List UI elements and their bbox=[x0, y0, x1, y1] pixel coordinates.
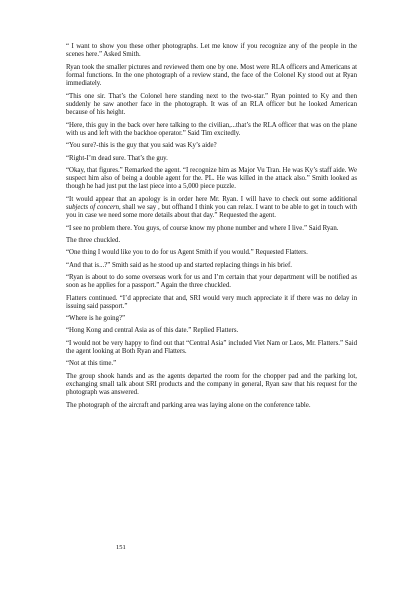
paragraph: “Here, this guy in the back over here talking to the civilian,...that’s the RLA officer that was on the plane with us and left with the backhoe operator.” Said Tim excitedly. bbox=[66, 121, 357, 137]
paragraph: “Ryan is about to do some overseas work for us and I’m certain that your department will be notified as soon as he applies for a passport.” Again the three chuckled. bbox=[66, 273, 357, 290]
paragraph: “Okay, that figures.” Remarked the agent. “I recognize him as Major Vu Tran. He was Ky’s staff aide. We suspect him also of being a double agent for the. PL. He was killed in the attack also.” Smith looked as though he had just put the last piece into a 5,000 piece puzzle. bbox=[66, 166, 357, 191]
page-number: 151 bbox=[116, 544, 126, 551]
paragraph: “I would not be very happy to find out that “Central Asia” included Viet Nam or Laos, Mr. Flatters.” Said the agent looking at Both Ryan and Flatters. bbox=[66, 339, 357, 355]
paragraph: “And that is...?” Smith said as he stood up and started replacing things in his brief. bbox=[66, 261, 292, 269]
paragraph: “Where is he going?” bbox=[66, 315, 126, 323]
paragraph: The photograph of the aircraft and parking area was laying alone on the conference table. bbox=[66, 401, 311, 409]
paragraph: “One thing I would like you to do for us Agent Smith if you would.” Requested Flatters. bbox=[66, 249, 308, 257]
paragraph: Ryan took the smaller pictures and reviewed them one by one. Most were RLA officers and Americans at formal functions. In the one photograph of a review stand, the face of the Colonel Ky stood out at Ryan immediately. bbox=[66, 63, 357, 88]
paragraph: “I see no problem there. You guys, of course know my phone number and where I live.” Said Ryan. bbox=[66, 224, 339, 232]
paragraph: “Right-I’m dead sure. That’s the guy. bbox=[66, 154, 168, 162]
paragraph: Flatters continued. “I’d appreciate that and, SRI would very much appreciate it if there was no delay in issuing said passport.” bbox=[66, 294, 357, 310]
body-text bbox=[66, 43, 357, 414]
paragraph: “This one sir. That’s the Colonel here standing next to the two-star.” Ryan pointed to Ky and then suddenly he saw another face in the photograph. It was of an RLA officer but he looked American because of his height. bbox=[66, 92, 357, 117]
paragraph: “Not at this time.” bbox=[66, 360, 117, 368]
paragraph: The three chuckled. bbox=[66, 237, 121, 245]
italic-phrase: subjects of concern, bbox=[66, 203, 121, 211]
paragraph: “ I want to show you these other photographs. Let me know if you recognize any of the people in the scenes here.” Asked Smith. bbox=[66, 43, 357, 59]
paragraph: “Hong Kong and central Asia as of this date.” Replied Flatters. bbox=[66, 327, 239, 335]
paragraph: “It would appear that an apology is in order here Mr. Ryan. I will have to check out some additional subjects of concern, shall we say , but offhand I think you can relax. I want to be able to get in touch with you in case we need some more details about that day.” Requested the agent. bbox=[66, 195, 358, 220]
paragraph: “You sure?-this is the guy that you said was Ky’s aide? bbox=[66, 142, 217, 150]
paragraph: The group shook hands and as the agents departed the room for the chopper pad and the parking lot, exchanging small talk about SRI products and the company in general, Ryan saw that his request for the photograph was answered. bbox=[66, 372, 357, 397]
